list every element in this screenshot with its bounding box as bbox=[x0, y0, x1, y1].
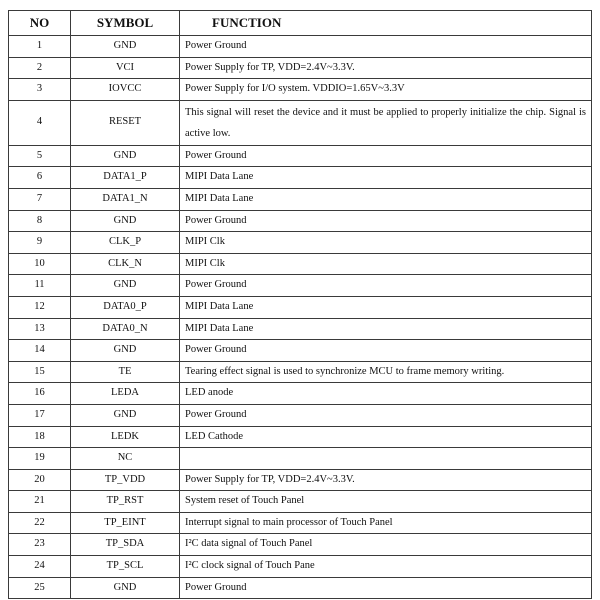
pin-function: I²C data signal of Touch Panel bbox=[180, 534, 592, 556]
table-row bbox=[9, 426, 592, 448]
pin-number: 16 bbox=[9, 383, 71, 405]
pin-symbol: DATA1_N bbox=[71, 188, 180, 210]
table-row bbox=[9, 167, 592, 189]
pin-function: Power Supply for TP, VDD=2.4V~3.3V. bbox=[180, 57, 592, 79]
pin-symbol: CLK_N bbox=[71, 253, 180, 275]
pin-function: Power Supply for TP, VDD=2.4V~3.3V. bbox=[180, 469, 592, 491]
pin-number: 4 bbox=[9, 100, 71, 145]
pin-function: Power Ground bbox=[180, 404, 592, 426]
pin-symbol: GND bbox=[71, 404, 180, 426]
pin-function: Power Ground bbox=[180, 340, 592, 362]
pin-symbol: IOVCC bbox=[71, 79, 180, 101]
pin-symbol: GND bbox=[71, 340, 180, 362]
pin-definition-table bbox=[8, 10, 592, 599]
pin-number: 9 bbox=[9, 232, 71, 254]
pin-symbol: VCI bbox=[71, 57, 180, 79]
table-header bbox=[9, 11, 592, 36]
pin-function: LED anode bbox=[180, 383, 592, 405]
pin-function: MIPI Data Lane bbox=[180, 318, 592, 340]
pin-number: 7 bbox=[9, 188, 71, 210]
pin-number: 5 bbox=[9, 145, 71, 167]
pin-number: 2 bbox=[9, 57, 71, 79]
pin-symbol: RESET bbox=[71, 100, 180, 145]
header-function: FUNCTION bbox=[180, 11, 592, 36]
pin-function: LED Cathode bbox=[180, 426, 592, 448]
pin-symbol: TP_EINT bbox=[71, 512, 180, 534]
table-row bbox=[9, 404, 592, 426]
table-row bbox=[9, 296, 592, 318]
pin-symbol: DATA0_P bbox=[71, 296, 180, 318]
table-row bbox=[9, 469, 592, 491]
pin-function: Interrupt signal to main processor of Touch Panel bbox=[180, 512, 592, 534]
pin-number: 8 bbox=[9, 210, 71, 232]
pin-function: System reset of Touch Panel bbox=[180, 491, 592, 513]
pin-number: 13 bbox=[9, 318, 71, 340]
pin-function: Power Ground bbox=[180, 36, 592, 58]
pin-number: 10 bbox=[9, 253, 71, 275]
pin-function: Power Ground bbox=[180, 275, 592, 297]
pin-number: 17 bbox=[9, 404, 71, 426]
pin-symbol: GND bbox=[71, 275, 180, 297]
pin-number: 15 bbox=[9, 361, 71, 383]
pin-number: 21 bbox=[9, 491, 71, 513]
table-row bbox=[9, 318, 592, 340]
table-row bbox=[9, 577, 592, 599]
pin-number: 19 bbox=[9, 448, 71, 470]
pin-function: This signal will reset the device and it must be applied to properly initialize the chip. Signal is active low. bbox=[180, 100, 592, 145]
table-row bbox=[9, 57, 592, 79]
pin-function: Tearing effect signal is used to synchronize MCU to frame memory writing. bbox=[180, 361, 592, 383]
pin-number: 23 bbox=[9, 534, 71, 556]
pin-function: MIPI Data Lane bbox=[180, 188, 592, 210]
table-row bbox=[9, 361, 592, 383]
pin-number: 11 bbox=[9, 275, 71, 297]
pin-function bbox=[180, 448, 592, 470]
pin-symbol: TP_VDD bbox=[71, 469, 180, 491]
pin-function: I²C clock signal of Touch Pane bbox=[180, 556, 592, 578]
pin-number: 22 bbox=[9, 512, 71, 534]
table-row bbox=[9, 534, 592, 556]
pin-function: Power Ground bbox=[180, 210, 592, 232]
pin-number: 14 bbox=[9, 340, 71, 362]
pin-symbol: GND bbox=[71, 577, 180, 599]
pin-function: Power Supply for I/O system. VDDIO=1.65V~3.3V bbox=[180, 79, 592, 101]
pin-function: MIPI Data Lane bbox=[180, 296, 592, 318]
pin-symbol: DATA1_P bbox=[71, 167, 180, 189]
pin-function: MIPI Clk bbox=[180, 253, 592, 275]
table-row bbox=[9, 512, 592, 534]
pin-number: 25 bbox=[9, 577, 71, 599]
pin-symbol: TP_SDA bbox=[71, 534, 180, 556]
pin-number: 12 bbox=[9, 296, 71, 318]
pin-number: 1 bbox=[9, 36, 71, 58]
pin-number: 6 bbox=[9, 167, 71, 189]
pin-symbol: GND bbox=[71, 145, 180, 167]
table-row bbox=[9, 100, 592, 145]
pin-number: 3 bbox=[9, 79, 71, 101]
pin-symbol: LEDA bbox=[71, 383, 180, 405]
pin-number: 20 bbox=[9, 469, 71, 491]
pin-number: 24 bbox=[9, 556, 71, 578]
table-row bbox=[9, 210, 592, 232]
pin-symbol: TE bbox=[71, 361, 180, 383]
table-row bbox=[9, 491, 592, 513]
pin-symbol: TP_SCL bbox=[71, 556, 180, 578]
pin-symbol: GND bbox=[71, 210, 180, 232]
pin-function: MIPI Data Lane bbox=[180, 167, 592, 189]
header-row bbox=[9, 11, 592, 36]
table-row bbox=[9, 448, 592, 470]
table-body bbox=[9, 36, 592, 599]
pin-function: Power Ground bbox=[180, 145, 592, 167]
table-row bbox=[9, 188, 592, 210]
table-row bbox=[9, 340, 592, 362]
header-symbol: SYMBOL bbox=[71, 11, 180, 36]
table-row bbox=[9, 232, 592, 254]
pin-number: 18 bbox=[9, 426, 71, 448]
table-row bbox=[9, 36, 592, 58]
table-row bbox=[9, 556, 592, 578]
pin-symbol: NC bbox=[71, 448, 180, 470]
pin-function: Power Ground bbox=[180, 577, 592, 599]
pin-symbol: CLK_P bbox=[71, 232, 180, 254]
table-row bbox=[9, 79, 592, 101]
table-row bbox=[9, 275, 592, 297]
table-row bbox=[9, 145, 592, 167]
pin-symbol: DATA0_N bbox=[71, 318, 180, 340]
header-no: NO bbox=[9, 11, 71, 36]
table-row bbox=[9, 383, 592, 405]
table-row bbox=[9, 253, 592, 275]
pin-symbol: LEDK bbox=[71, 426, 180, 448]
pin-symbol: TP_RST bbox=[71, 491, 180, 513]
pin-function: MIPI Clk bbox=[180, 232, 592, 254]
pin-symbol: GND bbox=[71, 36, 180, 58]
